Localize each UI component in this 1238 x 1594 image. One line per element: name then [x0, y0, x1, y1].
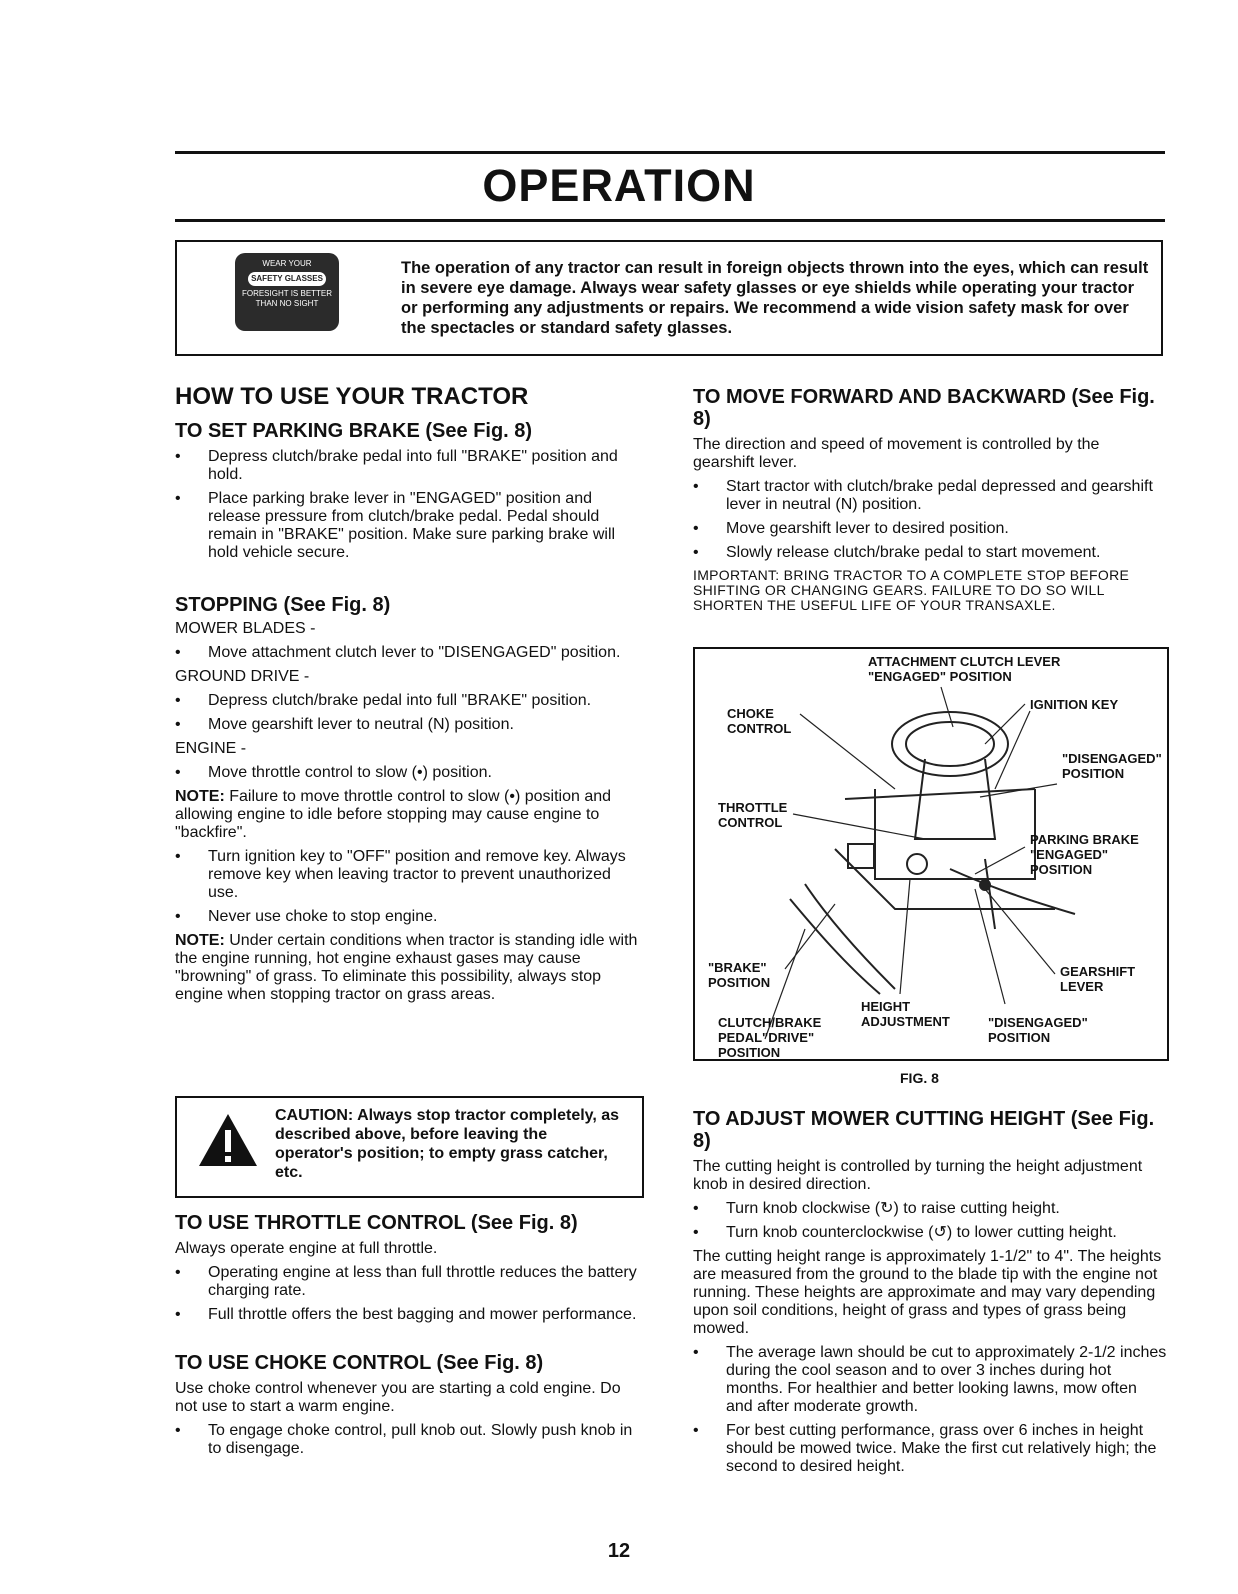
- label-line: THROTTLE: [718, 800, 788, 815]
- label-line: POSITION: [708, 975, 771, 990]
- list-item: • Turn ignition key to "OFF" position and remove key. Always remove key when leaving tractor to prevent unauthorized use.: [175, 848, 645, 902]
- parking-brake-title: TO SET PARKING BRAKE (See Fig. 8): [175, 420, 533, 442]
- page-number: 12: [607, 1540, 631, 1562]
- list-item: • Place parking brake lever in "ENGAGED" position and release pressure from clutch/brake pedal. Pedal should remain in "BRAKE" position. Make sure parking brake will hold vehicle secure.: [175, 490, 645, 562]
- list-item: • Turn knob counterclockwise (↺) to lower cutting height.: [693, 1224, 1168, 1242]
- label-disengaged-position-2: [988, 1015, 1088, 1045]
- figure-caption: FIG. 8: [900, 1070, 939, 1086]
- label-line: LEVER: [1060, 979, 1104, 994]
- safety-notice-text: The operation of any tractor can result in foreign objects thrown into the eyes, which can result in severe eye damage. Always wear safety glasses or eye shields while operating your tractor or performing any adjustments or repairs. We recommend a wide vision safety mask for over the spectacles or standard safety glasses.: [401, 259, 1149, 337]
- note-text: Failure to move throttle control to slow (•) position and allowing engine to idle before stopping may cause engine to "backfire".: [175, 788, 612, 841]
- label-line: POSITION: [988, 1030, 1051, 1045]
- mower-blades-label: MOWER BLADES -: [175, 620, 316, 637]
- label-line: IGNITION KEY: [1030, 697, 1119, 712]
- caution-text: CAUTION: Always stop tractor completely, as described above, before leaving the operator's position; to empty grass catcher, etc.: [275, 1107, 620, 1181]
- label-disengaged-position: [1062, 751, 1162, 781]
- label-line: PEDAL"DRIVE": [718, 1030, 815, 1045]
- mower-blades-list: [175, 644, 645, 662]
- figure-8: [693, 647, 1169, 1061]
- list-item: • Slowly release clutch/brake pedal to start movement.: [693, 544, 1163, 562]
- label-height-adjustment: [861, 999, 950, 1029]
- left-column: [175, 383, 645, 1004]
- ground-drive-list: [175, 692, 645, 734]
- ground-drive-label: GROUND DRIVE -: [175, 668, 310, 685]
- label-gearshift-lever: [1060, 964, 1135, 994]
- page-title: OPERATION: [482, 160, 756, 211]
- section-heading: HOW TO USE YOUR TRACTOR: [175, 383, 529, 410]
- label-line: CLUTCH/BRAKE: [718, 1015, 822, 1030]
- label-attachment-clutch: [868, 654, 1060, 684]
- list-item: • Never use choke to stop engine.: [175, 908, 645, 926]
- list-item: • Depress clutch/brake pedal into full "BRAKE" position and hold.: [175, 448, 645, 484]
- right-column: [693, 386, 1163, 613]
- label-ignition-key: [1030, 697, 1118, 712]
- list-item: • To engage choke control, pull knob out. Slowly push knob in to disengage.: [175, 1422, 645, 1458]
- label-line: "ENGAGED": [1030, 847, 1109, 862]
- parking-brake-list: [175, 448, 645, 562]
- title-rule: [175, 219, 1165, 222]
- label-line: ADJUSTMENT: [861, 1014, 950, 1029]
- label-line: POSITION: [1030, 862, 1093, 877]
- list-item: • Move throttle control to slow (•) position.: [175, 764, 645, 782]
- list-item: • Move attachment clutch lever to "DISENGAGED" position.: [175, 644, 645, 662]
- left-column-lower: [175, 1212, 645, 1464]
- safety-glasses-badge: [235, 253, 339, 331]
- list-item: • The average lawn should be cut to approximately 2-1/2 inches during the cool season and to over 3 inches during hot months. For healthier and better looking lawns, mow often and after moderate growth.: [693, 1344, 1168, 1416]
- cutting-list-2: [693, 1344, 1168, 1476]
- label-line: POSITION: [1062, 766, 1125, 781]
- list-item: • Move gearshift lever to desired position.: [693, 520, 1163, 538]
- badge-top-text: WEAR YOUR: [262, 259, 312, 268]
- label-line: "DISENGAGED": [1062, 751, 1162, 766]
- label-line: "BRAKE": [708, 960, 767, 975]
- choke-list: [175, 1422, 645, 1458]
- list-item: • Move gearshift lever to neutral (N) position.: [175, 716, 645, 734]
- throttle-list: [175, 1264, 645, 1324]
- list-item: • Depress clutch/brake pedal into full "BRAKE" position.: [175, 692, 645, 710]
- safety-notice: [175, 240, 1163, 356]
- important-note: IMPORTANT: BRING TRACTOR TO A COMPLETE STOP BEFORE SHIFTING OR CHANGING GEARS. FAILURE TO DO SO WILL SHORTEN THE USEFUL LIFE OF YOUR TRANSAXLE.: [693, 567, 1130, 613]
- cutting-height-title: TO ADJUST MOWER CUTTING HEIGHT (See Fig. 8): [693, 1108, 1155, 1152]
- list-item: • Operating engine at less than full throttle reduces the battery charging rate.: [175, 1264, 645, 1300]
- engine-label: ENGINE -: [175, 740, 247, 757]
- throttle-intro: Always operate engine at full throttle.: [175, 1240, 438, 1257]
- label-brake-position: [708, 960, 770, 990]
- cutting-list: [693, 1200, 1168, 1242]
- choke-title: TO USE CHOKE CONTROL (See Fig. 8): [175, 1352, 544, 1374]
- badge-middle-text: SAFETY GLASSES: [248, 272, 326, 286]
- label-line: ATTACHMENT CLUTCH LEVER: [868, 654, 1061, 669]
- cutting-intro: The cutting height is controlled by turning the height adjustment knob in desired direction.: [693, 1158, 1143, 1193]
- note-label: NOTE:: [175, 932, 225, 949]
- label-parking-brake: [1030, 832, 1139, 877]
- engine-list-2: [175, 848, 645, 926]
- move-intro: The direction and speed of movement is controlled by the gearshift lever.: [693, 436, 1100, 471]
- move-list: [693, 478, 1163, 562]
- label-throttle-control: [718, 800, 787, 830]
- label-line: GEARSHIFT: [1060, 964, 1136, 979]
- cutting-range-text: The cutting height range is approximately 1-1/2" to 4". The heights are measured from the ground to the blade tip with the engine not running. These heights are approximate and may vary depending upon soil conditions, height of grass and types of grass being mowed.: [693, 1248, 1162, 1337]
- warning-triangle-icon: [197, 1112, 259, 1168]
- stopping-title: STOPPING (See Fig. 8): [175, 594, 391, 616]
- throttle-title: TO USE THROTTLE CONTROL (See Fig. 8): [175, 1212, 578, 1234]
- label-clutch-brake-pedal: [718, 1015, 821, 1060]
- label-line: "DISENGAGED": [988, 1015, 1088, 1030]
- note-text: Under certain conditions when tractor is standing idle with the engine running, hot engine exhaust gases may cause "browning" of grass. To eliminate this possibility, always stop engine when stopping tractor on grass areas.: [175, 932, 638, 1003]
- choke-intro: Use choke control whenever you are starting a cold engine. Do not use to start a warm engine.: [175, 1380, 621, 1415]
- right-column-lower: [693, 1108, 1168, 1482]
- note-browning: [175, 932, 645, 1004]
- engine-list: [175, 764, 645, 782]
- note-backfire: [175, 788, 645, 842]
- label-line: CONTROL: [727, 721, 792, 736]
- label-line: PARKING BRAKE: [1030, 832, 1139, 847]
- label-line: CONTROL: [718, 815, 783, 830]
- label-line: HEIGHT: [861, 999, 911, 1014]
- list-item: • Full throttle offers the best bagging and mower performance.: [175, 1306, 645, 1324]
- list-item: • For best cutting performance, grass over 6 inches in height should be mowed twice. Make the first cut relatively high; the second to desired height.: [693, 1422, 1168, 1476]
- label-line: POSITION: [718, 1045, 781, 1060]
- list-item: • Start tractor with clutch/brake pedal depressed and gearshift lever in neutral (N) position.: [693, 478, 1163, 514]
- label-choke-control: [727, 706, 791, 736]
- list-item: • Turn knob clockwise (↻) to raise cutting height.: [693, 1200, 1168, 1218]
- caution-box: [175, 1096, 644, 1198]
- top-rule: [175, 151, 1165, 154]
- badge-bottom-text: FORESIGHT IS BETTER THAN NO SIGHT: [241, 289, 333, 308]
- label-line: "ENGAGED" POSITION: [868, 669, 1012, 684]
- note-label: NOTE:: [175, 788, 225, 805]
- label-line: CHOKE: [727, 706, 774, 721]
- move-title: TO MOVE FORWARD AND BACKWARD (See Fig. 8): [693, 386, 1155, 430]
